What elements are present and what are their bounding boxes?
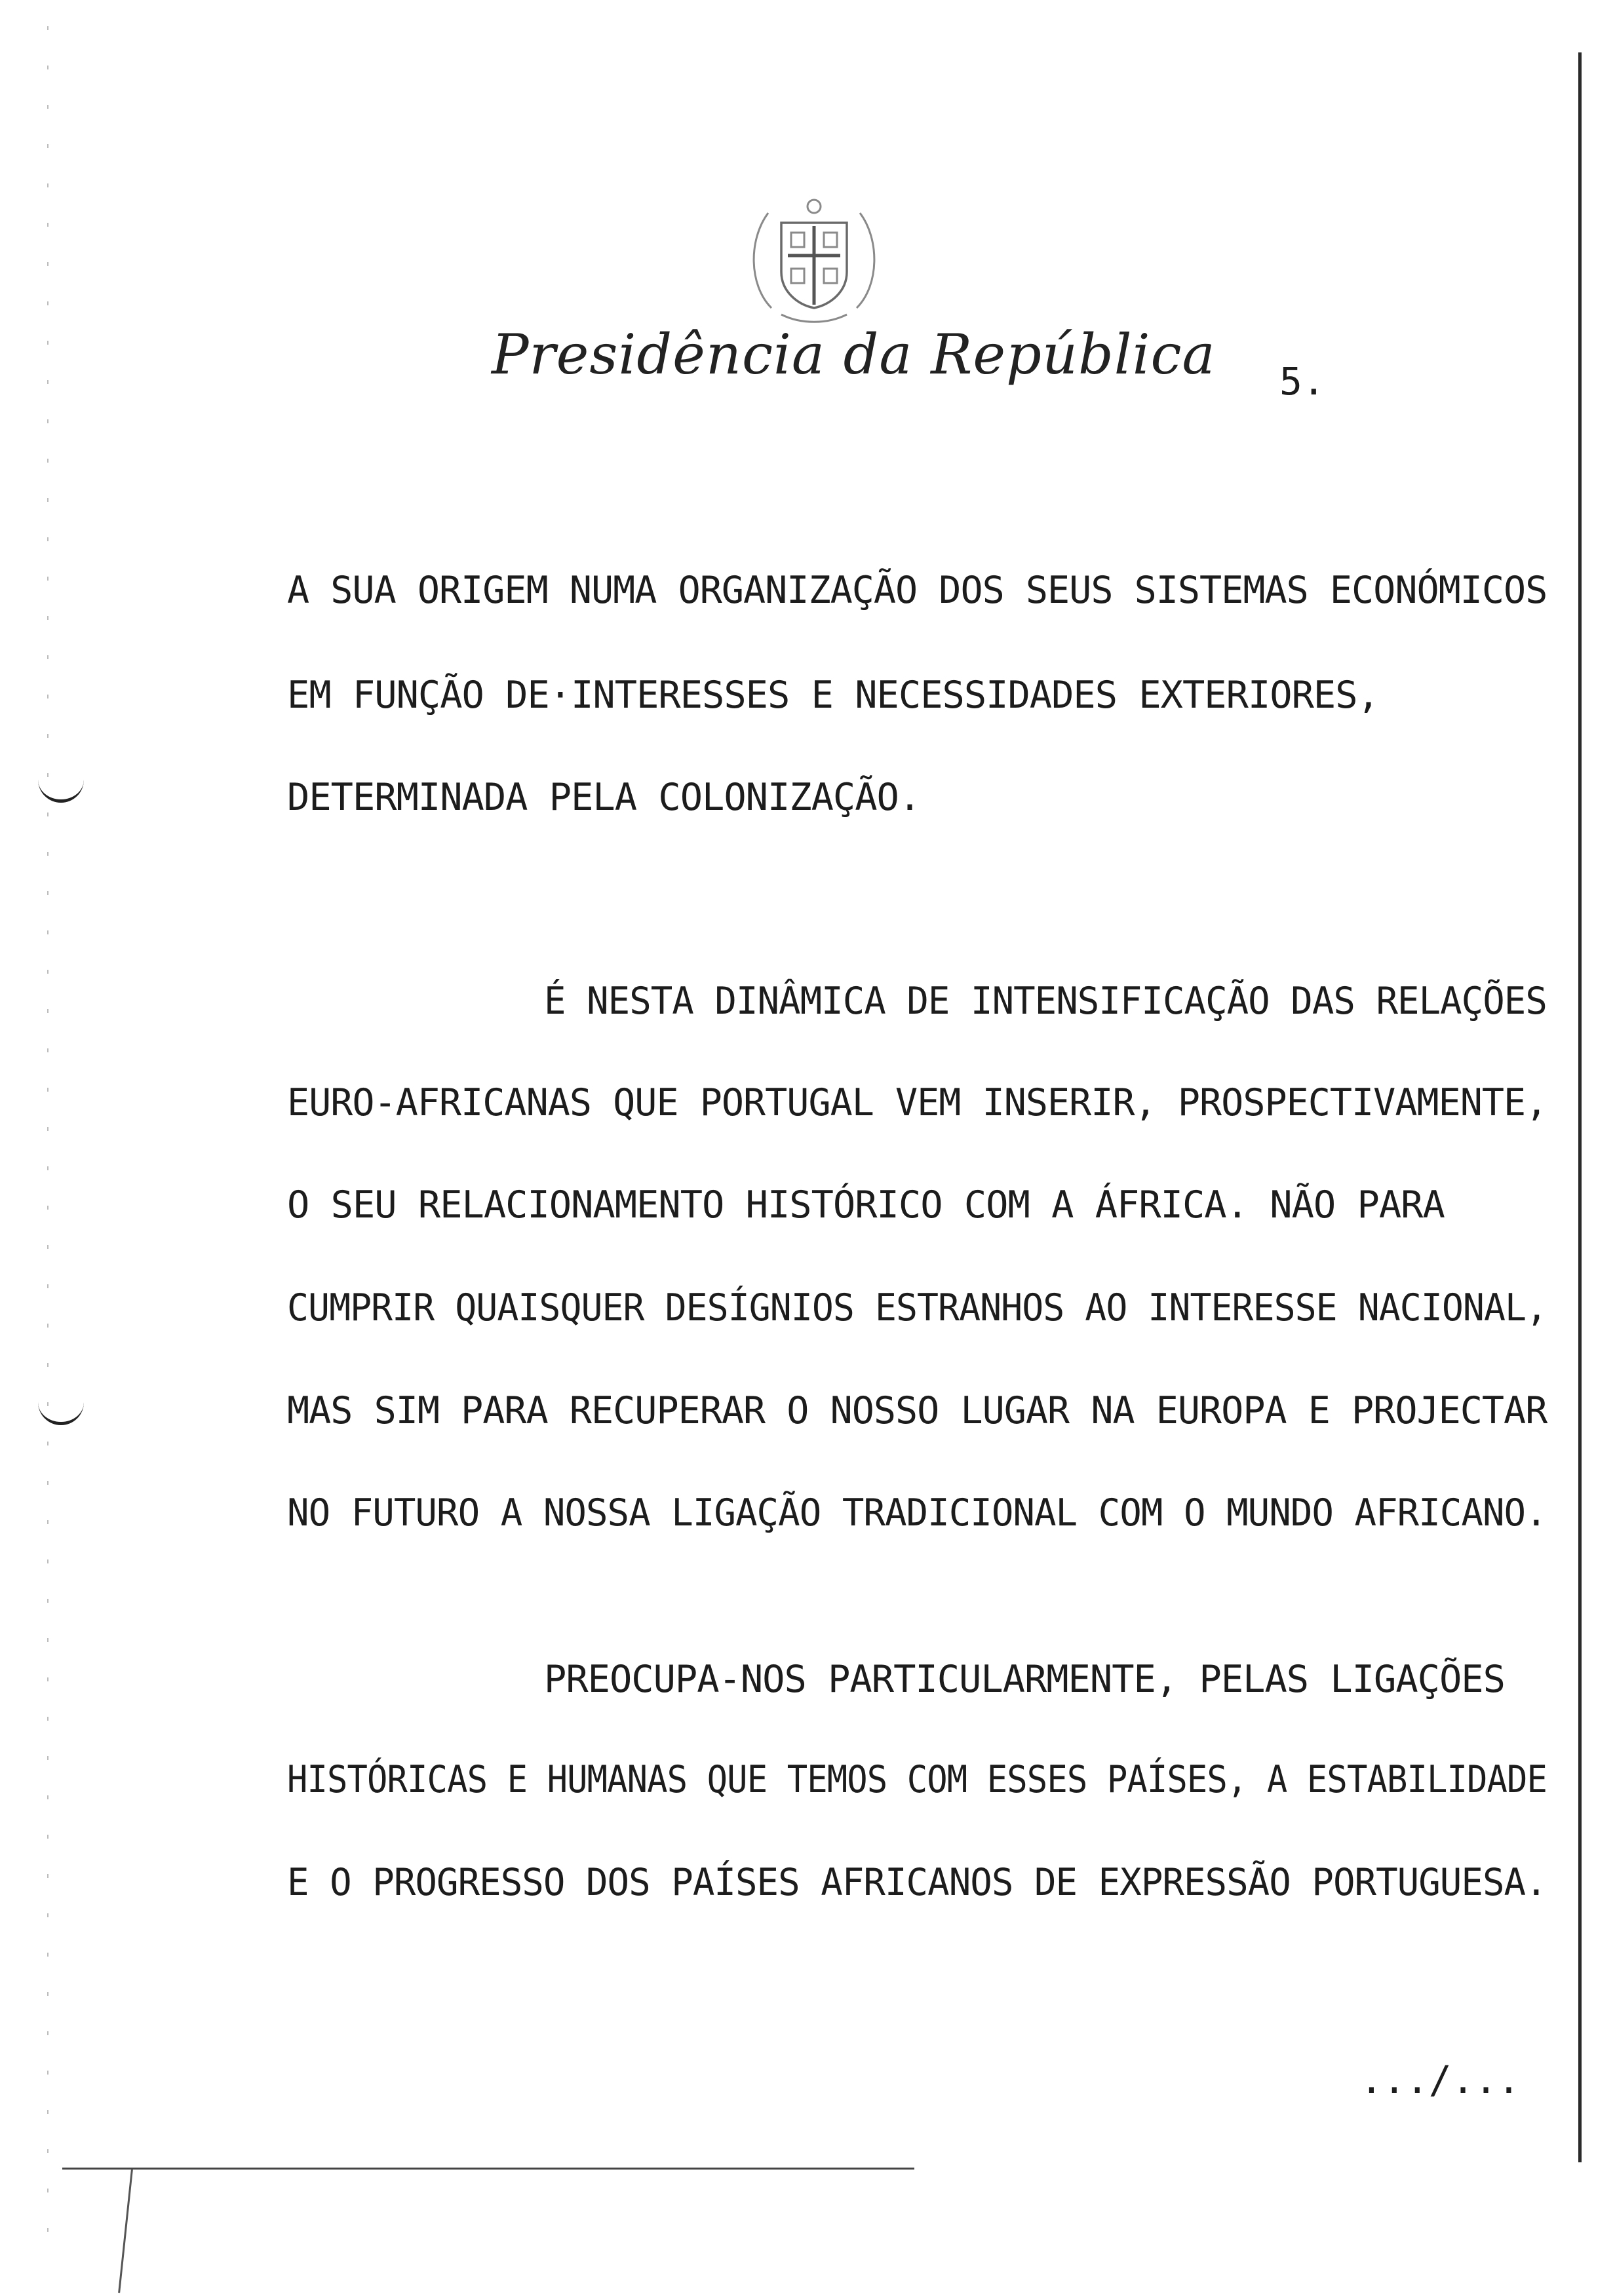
scan-right-edge-line bbox=[1578, 52, 1582, 2162]
paragraph-2-line-6: NO FUTURO A NOSSA LIGAÇÃO TRADICIONAL COM O MUNDO AFRICANO. bbox=[287, 1491, 1547, 1535]
paragraph-2-line-4: CUMPRIR QUAISQUER DESÍGNIOS ESTRANHOS AO INTERESSE NACIONAL, bbox=[287, 1286, 1547, 1330]
scan-bottom-stroke bbox=[118, 2169, 133, 2293]
paragraph-3-line-1: PREOCUPA-NOS PARTICULARMENTE, PELAS LIGAÇÕES bbox=[544, 1658, 1505, 1701]
continuation-mark: .../... bbox=[1360, 2057, 1521, 2102]
paragraph-2-line-3: O SEU RELACIONAMENTO HISTÓRICO COM A ÁFRICA. NÃO PARA bbox=[287, 1183, 1445, 1227]
paragraph-2-line-2: EURO-AFRICANAS QUE PORTUGAL VEM INSERIR, PROSPECTIVAMENTE, bbox=[287, 1081, 1547, 1124]
paragraph-2-line-5: MAS SIM PARA RECUPERAR O NOSSO LUGAR NA EUROPA E PROJECTAR bbox=[287, 1389, 1547, 1432]
paragraph-1-line-1: A SUA ORIGEM NUMA ORGANIZAÇÃO DOS SEUS SISTEMAS ECONÓMICOS bbox=[287, 569, 1547, 612]
paragraph-1-line-2: EM FUNÇÃO DE·INTERESSES E NECESSIDADES EXTERIORES, bbox=[287, 674, 1379, 717]
page-number: 5. bbox=[1279, 359, 1325, 404]
scan-edge-dots bbox=[47, 26, 49, 2254]
paragraph-2-line-1: É NESTA DINÂMICA DE INTENSIFICAÇÃO DAS RELAÇÕES bbox=[544, 980, 1547, 1023]
punch-hole-mark bbox=[38, 1396, 84, 1425]
paragraph-3-line-2: HISTÓRICAS E HUMANAS QUE TEMOS COM ESSES PAÍSES, A ESTABILIDADE bbox=[287, 1758, 1547, 1801]
paragraph-3-line-3: E O PROGRESSO DOS PAÍSES AFRICANOS DE EXPRESSÃO PORTUGUESA. bbox=[287, 1861, 1547, 1904]
scan-bottom-edge-line bbox=[62, 2168, 914, 2170]
paragraph-1-line-3: DETERMINADA PELA COLONIZAÇÃO. bbox=[287, 776, 921, 819]
institution-letterhead: Presidência da República bbox=[492, 322, 1216, 387]
coat-of-arms-seal-icon bbox=[742, 187, 886, 331]
punch-hole-mark bbox=[38, 773, 84, 803]
